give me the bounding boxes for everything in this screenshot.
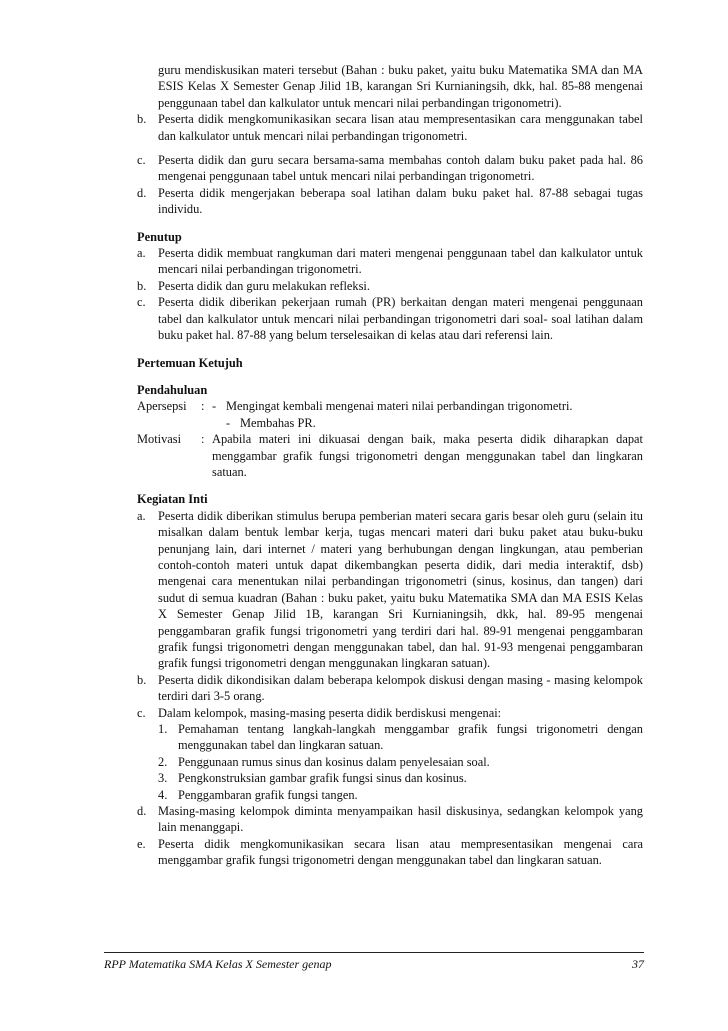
item-marker: 1.: [158, 722, 168, 737]
list-item-b: [137, 111, 643, 144]
continued-paragraph: guru mendiskusikan materi tersebut (Bahan : buku paket, yaitu buku Matematika SMA dan MA ESIS Kelas X Semester Genap Jilid 1B, karangan Sri Kurnianingsih, dkk, hal. 85-88 mengenai penggunaan tabel dan kalkulator untuk mencari nilai perbandingan trigonometri).: [158, 63, 643, 110]
item-marker: b.: [137, 278, 147, 293]
section-heading-penutup: Penutup: [137, 229, 182, 244]
motivasi-row: [137, 431, 643, 480]
section-heading-pendahuluan: Pendahuluan: [137, 382, 208, 397]
item-text: Peserta didik membuat rangkuman dari materi mengenai penggunaan tabel dan kalkulator untuk mencari nilai perbandingan trigonometri.: [158, 246, 643, 277]
item-text: Peserta didik mengerjakan beberapa soal latihan dalam buku paket hal. 87-88 sebagai tugas individu.: [158, 185, 643, 217]
item-text: Pemahaman tentang langkah-langkah menggambar grafik fungsi trigonometri dengan menggunakan tabel dan lingkaran satuan.: [178, 722, 643, 753]
item-marker: c.: [137, 705, 146, 720]
list-item: [137, 672, 643, 705]
footer-title: RPP Matematika SMA Kelas X Semester genap: [104, 957, 332, 971]
list-item: [137, 803, 643, 836]
item-marker: e.: [137, 836, 146, 851]
item-text: Masing-masing kelompok diminta menyampaikan hasil diskusinya, sedangkan kelompok yang lain menanggapi.: [158, 804, 643, 835]
list-item: [137, 508, 643, 672]
colon: :: [201, 399, 205, 414]
item-marker: a.: [137, 246, 146, 261]
page-content: [137, 62, 643, 869]
sub-list-item: [158, 770, 643, 786]
apersepsi-row: [137, 398, 643, 414]
sub-list-item: [158, 721, 643, 754]
item-text: Peserta didik diberikan pekerjaan rumah (PR) berkaitan dengan materi mengenai penggunaan tabel dan kalkulator untuk mencari nilai perbandingan trigonometri dari soal- soal latihan dalam buku paket hal. 87-88 yang belum terselesaikan di kelas atau dari referensi lain.: [158, 295, 643, 343]
item-marker: 4.: [158, 787, 168, 802]
item-text: Peserta didik mengkomunikasikan secara lisan atau mempresentasikan cara menggunakan tabel dan kalkulator untuk mencari nilai perbandingan trigonometri.: [158, 112, 643, 143]
item-text: Peserta didik dikondisikan dalam beberapa kelompok diskusi dengan masing - masing kelompok terdiri dari 3-5 orang.: [158, 672, 643, 704]
list-item: [137, 278, 643, 294]
item-text: Peserta didik diberikan stimulus berupa pemberian materi secara garis besar oleh guru (selain itu misalkan dalam bentuk lembar kerja, tugas mencari materi dari buku paket atau buku-buku penunjang lain, dari internet / materi yang berhubungan dengan lingkungan, atau pemberian contoh-contoh materi untuk dapat dikembangkan peserta didik, dari media interaktif, dsb) mengenai cara menentukan nilai perbandingan trigonometri (sinus, kosinus, dan tangen) dari sudut di semua kuadran (Bahan : buku paket, yaitu buku Matematika SMA dan MA ESIS Kelas X Semester Genap Jilid 1B, karangan Sri Kurnianingsih, dkk, hal. 89-95 mengenai penggambaran grafik fungsi trigonometri yang terdiri dari hal. 89-91 mengenai penggambaran grafik fungsi trigonometri dengan menggunakan tabel, dan hal. 91-93 mengenai penggambaran grafik fungsi trigonometri dengan menggunakan lingkaran satuan).: [158, 508, 643, 671]
section-heading-kegiatan: Kegiatan Inti: [137, 492, 208, 507]
apersepsi-item: Mengingat kembali mengenai materi nilai perbandingan trigonometri.: [226, 399, 573, 414]
sub-list-item: [158, 787, 643, 803]
list-item-c: [137, 152, 643, 185]
sub-list-item: [158, 754, 643, 770]
item-text: Peserta didik dan guru melakukan refleksi.: [158, 278, 370, 293]
item-marker: b.: [137, 112, 147, 127]
list-item: [137, 705, 643, 721]
item-marker: c.: [137, 153, 146, 168]
page-number: 37: [632, 957, 644, 971]
sub-list: [137, 721, 643, 803]
item-text: Penggunaan rumus sinus dan kosinus dalam penyelesaian soal.: [178, 754, 490, 769]
dash: -: [226, 415, 231, 430]
motivasi-label: Motivasi: [137, 432, 182, 447]
section-heading-pertemuan: Pertemuan Ketujuh: [137, 355, 243, 370]
apersepsi-label: Apersepsi: [137, 399, 187, 414]
item-marker: d.: [137, 804, 147, 819]
list-item: [137, 245, 643, 278]
apersepsi-item: Membahas PR.: [240, 415, 316, 430]
item-marker: c.: [137, 295, 146, 310]
page-footer: [104, 952, 644, 973]
motivasi-text: Apabila materi ini dikuasai dengan baik, maka peserta didik diharapkan dapat menggambar grafik fungsi trigonometri dengan menggunakan tabel dan lingkaran satuan.: [212, 432, 643, 479]
list-item: [137, 836, 643, 869]
item-marker: b.: [137, 672, 147, 687]
item-marker: 2.: [158, 754, 168, 769]
item-text: Penggambaran grafik fungsi tangen.: [178, 787, 358, 802]
colon: :: [201, 432, 205, 447]
item-marker: a.: [137, 508, 146, 523]
list-item: [137, 294, 643, 343]
dash: -: [212, 399, 217, 414]
item-marker: d.: [137, 185, 147, 200]
apersepsi-row-2: [137, 415, 643, 431]
item-text: Peserta didik mengkomunikasikan secara lisan atau mempresentasikan mengenai cara menggambar grafik fungsi trigonometri dengan menggunakan tabel dan lingkaran satuan.: [158, 836, 643, 868]
item-marker: 3.: [158, 771, 168, 786]
item-text: Dalam kelompok, masing-masing peserta didik berdiskusi mengenai:: [158, 705, 502, 720]
item-text: Pengkonstruksian gambar grafik fungsi sinus dan kosinus.: [178, 771, 467, 786]
item-text: Peserta didik dan guru secara bersama-sama membahas contoh dalam buku paket pada hal. 86 mengenai penggunaan tabel untuk mencari nilai perbandingan trigonometri.: [158, 153, 643, 184]
list-item-d: [137, 185, 643, 218]
